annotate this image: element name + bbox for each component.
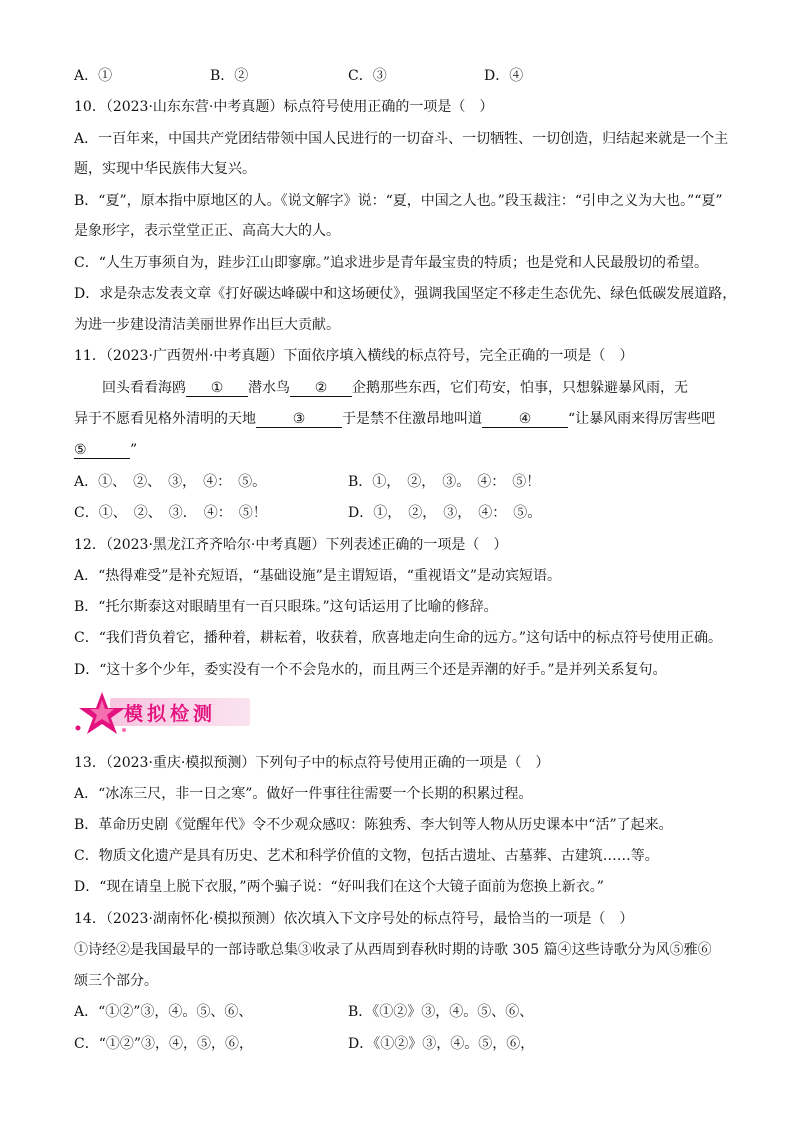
q10-line: A．一百年来，中国共产党团结带领中国人民进行的一切奋斗、一切牺牲、一切创造，归结起来就是一个主 bbox=[74, 131, 729, 147]
q10-line: C．“人生万事须自为，跬步江山即寥廓。”追求进步是青年最宝贵的特质；也是党和人民最殷切的希望。 bbox=[74, 255, 709, 271]
q11-passage-line: 异于不愿看见格外清明的天地 ③ 于是禁不住激昂地叫道 ④ “让暴风雨来得厉害些吧 bbox=[74, 411, 716, 427]
q14-option-c: C．“①②”③，④，⑤，⑥， bbox=[74, 1036, 254, 1052]
section-title: 模拟检测 bbox=[124, 703, 217, 725]
q10-line: 是象形字，表示堂堂正正、高高大大的人。 bbox=[74, 223, 340, 239]
q10-line: 为进一步建设清洁美丽世界作出巨大贡献。 bbox=[74, 317, 340, 333]
q12-stem: 12．（2023·黑龙江齐齐哈尔·中考真题）下列表述正确的一项是（ ） bbox=[74, 537, 508, 553]
q13-option: D．“现在请皇上脱下衣服，”两个骗子说：“好叫我们在这个大镜子面前为您换上新衣。” bbox=[74, 879, 604, 895]
q9-option-d: D．④ bbox=[484, 68, 524, 84]
q11-option-c: C．①、 ②、 ③． ④： ⑤！ bbox=[74, 505, 267, 521]
q10-stem: 10．（2023·山东东营·中考真题）标点符号使用正确的一项是（ ） bbox=[74, 99, 494, 115]
q12-option: A．“热得难受”是补充短语，“基础设施”是主谓短语，“重视语文”是动宾短语。 bbox=[74, 568, 562, 584]
section-banner bbox=[72, 690, 257, 734]
q12-option: C．“我们背负着它，播种着，耕耘着，收获着，欣喜地走向生命的远方。”这句话中的标点符号使用正确。 bbox=[74, 630, 723, 646]
q14-passage-line: ①诗经②是我国最早的一部诗歌总集③收录了从西周到春秋时期的诗歌 305 篇④这些诗歌分为风⑤雅⑥ bbox=[74, 942, 712, 958]
q11-option-a: A．①、 ②、 ③， ④： ⑤。 bbox=[74, 474, 267, 490]
q14-option-a: A．“①②”③，④。⑤、⑥、 bbox=[74, 1004, 253, 1020]
q11-passage-line: ⑤ ” bbox=[74, 442, 138, 458]
q11-blank: ④ bbox=[482, 411, 568, 428]
q10-line: D．求是杂志发表文章《打好碳达峰碳中和这场硬仗》，强调我国坚定不移走生态优先、绿色低碳发展道路， bbox=[74, 286, 737, 302]
q13-option: A．“冰冻三尺，非一日之寒”。做好一件事往往需要一个长期的积累过程。 bbox=[74, 786, 533, 802]
q11-option-b: B．①， ②， ③。 ④： ⑤！ bbox=[348, 474, 541, 490]
q11-blank: ③ bbox=[256, 411, 342, 428]
q13-option: C．物质文化遗产是具有历史、艺术和科学价值的文物，包括古遗址、古墓葬、古建筑……等。 bbox=[74, 848, 659, 864]
q9-option-b: B．② bbox=[210, 68, 249, 84]
q12-option: D．“这十多个少年，委实没有一个不会凫水的，而且两三个还是弄潮的好手。”是并列关系复句。 bbox=[74, 662, 667, 678]
q10-line: B．“夏”，原本指中原地区的人。《说文解字》说：“夏，中国之人也。”段玉裁注：“引申之义为大也。”“夏” bbox=[74, 193, 723, 209]
q14-option-d: D．《①②》③，④。⑤，⑥， bbox=[348, 1036, 535, 1052]
q11-blank: ① bbox=[186, 380, 248, 397]
q12-option: B．“托尔斯泰这对眼睛里有一百只眼珠。”这句话运用了比喻的修辞。 bbox=[74, 599, 498, 615]
q9-option-c: C．③ bbox=[348, 68, 387, 84]
q10-line: 题，实现中华民族伟大复兴。 bbox=[74, 161, 256, 177]
q14-passage-line: 颂三个部分。 bbox=[74, 973, 158, 989]
q11-blank: ② bbox=[290, 380, 352, 397]
q11-stem: 11．（2023·广西贺州·中考真题）下面依序填入横线的标点符号，完全正确的一项是（ ） bbox=[74, 348, 634, 364]
q11-passage-line: 回头看看海鸥 ① 潜水鸟 ② 企鹅那些东西，它们苟安，怕事，只想躲避暴风雨，无 bbox=[102, 380, 688, 396]
q11-blank: ⑤ bbox=[74, 442, 130, 459]
star-icon bbox=[72, 688, 132, 736]
q13-option: B．革命历史剧《觉醒年代》令不少观众感叹：陈独秀、李大钊等人物从历史课本中“活”了起来。 bbox=[74, 817, 673, 833]
q13-stem: 13．（2023·重庆·模拟预测）下列句子中的标点符号使用正确的一项是（ ） bbox=[74, 755, 550, 771]
q14-option-b: B．《①②》③，④。⑤、⑥、 bbox=[348, 1004, 534, 1020]
q9-option-a: A．① bbox=[74, 68, 113, 84]
q11-option-d: D．①， ②， ③， ④： ⑤。 bbox=[348, 505, 542, 521]
q14-stem: 14．（2023·湖南怀化·模拟预测）依次填入下文序号处的标点符号，最恰当的一项是（ ） bbox=[74, 911, 634, 927]
